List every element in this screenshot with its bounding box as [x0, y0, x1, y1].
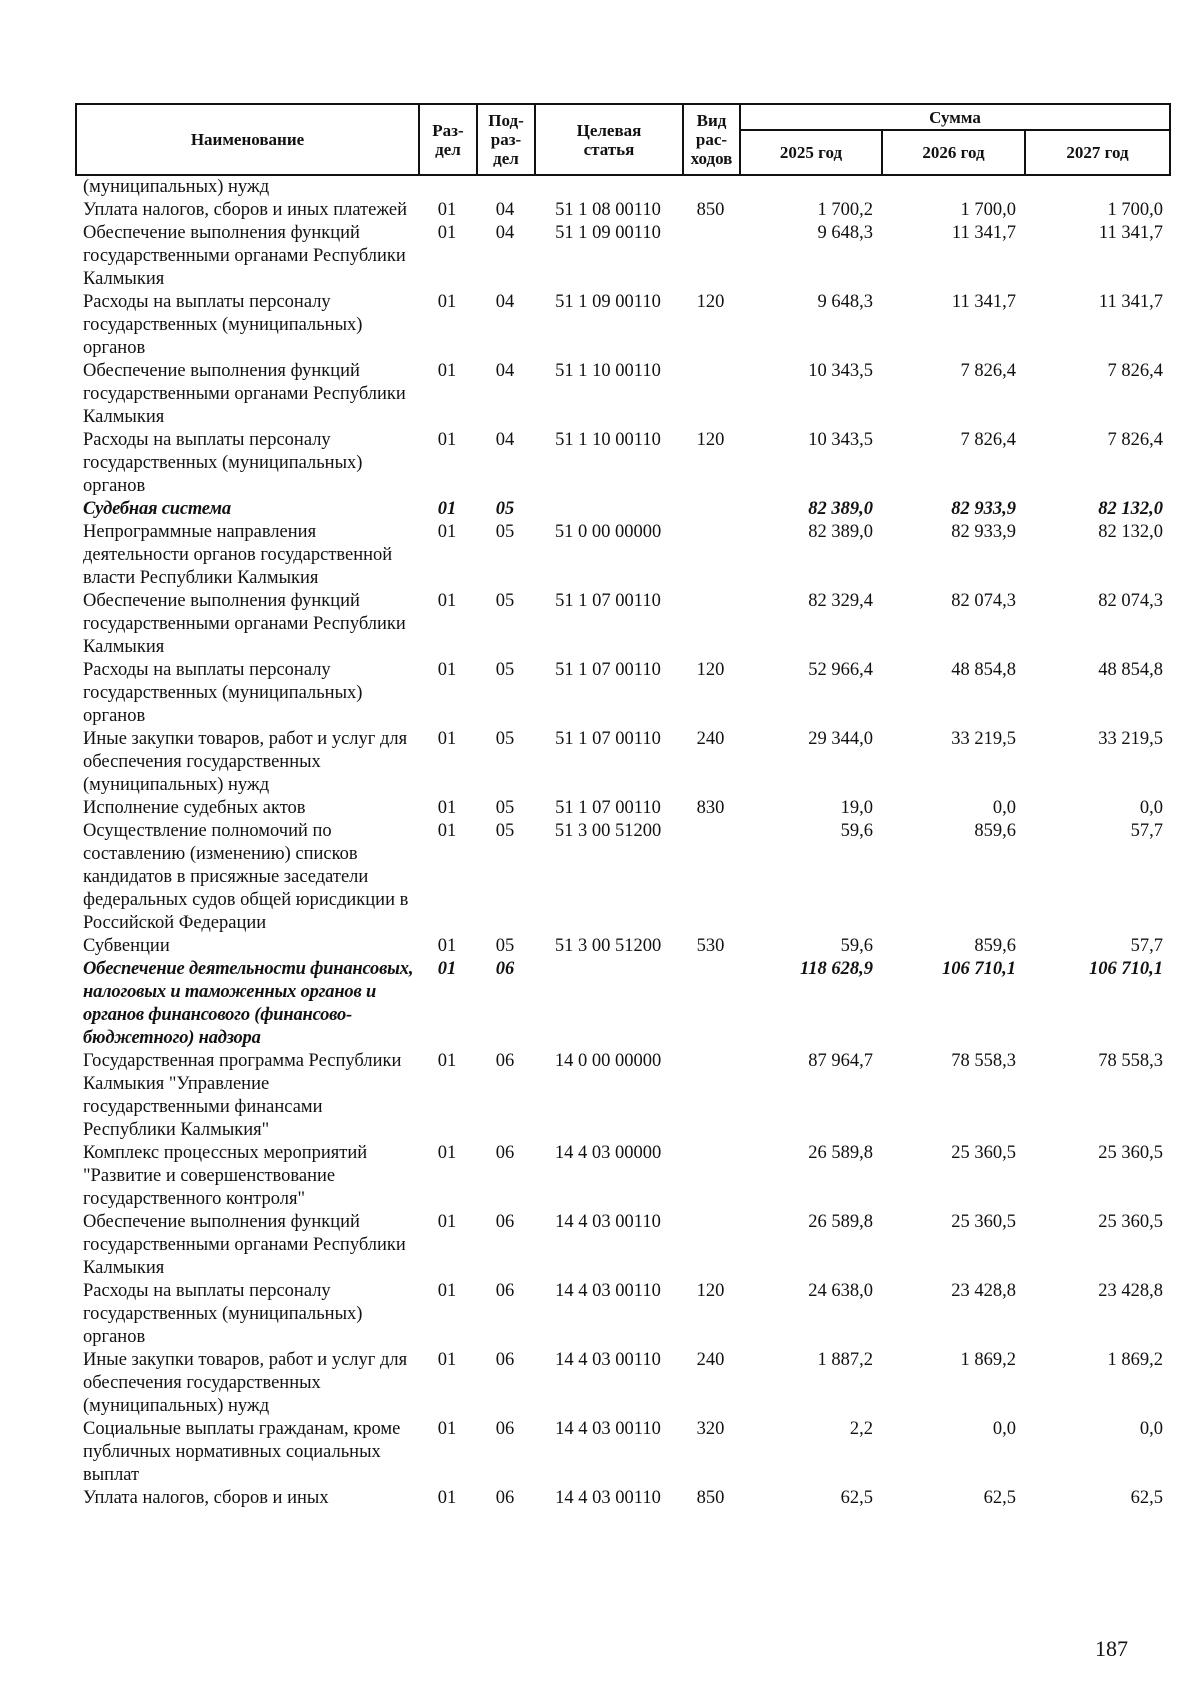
cell-razdel: 01: [437, 361, 457, 381]
cell-tselevaya: 14 4 03 00110: [555, 1212, 661, 1232]
cell-y2027: 48 854,8: [1098, 660, 1163, 680]
cell-podrazdel: 06: [495, 1281, 515, 1301]
cell-podrazdel: 04: [495, 223, 515, 243]
cell-y2026: [881, 176, 1024, 199]
cell-podrazdel: 05: [495, 522, 515, 542]
cell-vid: [682, 176, 739, 199]
cell-vid: [682, 1211, 739, 1280]
cell-name: Обеспечение выполнения функций государственными органами Республики Калмыкия: [83, 223, 406, 289]
cell-podrazdel: 06: [495, 1419, 515, 1439]
cell-vid: 240: [696, 1350, 725, 1370]
cell-razdel: 01: [437, 1051, 457, 1071]
cell-y2025: 26 589,8: [808, 1212, 873, 1232]
cell-y2027: 78 558,3: [1098, 1051, 1163, 1071]
header-summa: Сумма: [740, 104, 1170, 130]
cell-name: Обеспечение деятельности финансовых, налоговых и таможенных органов и органов финансового (финансово-бюджетного) надзора: [83, 959, 414, 1048]
cell-tselevaya: 51 0 00 00000: [554, 522, 662, 542]
cell-y2027: 62,5: [1130, 1488, 1163, 1508]
cell-podrazdel: 05: [495, 798, 515, 818]
cell-y2026: 78 558,3: [951, 1051, 1016, 1071]
cell-tselevaya: 14 4 03 00110: [555, 1350, 661, 1370]
cell-vid: [682, 958, 739, 1050]
cell-vid: [682, 1142, 739, 1211]
cell-tselevaya: [534, 498, 682, 521]
cell-name: Обеспечение выполнения функций государственными органами Республики Калмыкия: [83, 591, 406, 657]
cell-podrazdel: 06: [495, 1488, 515, 1508]
header-tselevaya: Целевая статья: [535, 104, 683, 175]
cell-y2025: 10 343,5: [808, 361, 873, 381]
cell-tselevaya: 14 0 00 00000: [554, 1051, 662, 1071]
cell-name: Уплата налогов, сборов и иных платежей: [83, 200, 408, 220]
table-body: [75, 176, 1169, 1510]
cell-y2027: 1 700,0: [1107, 200, 1163, 220]
budget-table: [75, 103, 1169, 1510]
cell-y2026: 11 341,7: [951, 292, 1016, 312]
header-podrazdel: Под- раз- дел: [477, 104, 535, 175]
header-2026: 2026 год: [882, 130, 1025, 175]
table-row: [75, 1050, 1169, 1142]
table-row: [75, 820, 1169, 935]
cell-y2027: 7 826,4: [1107, 430, 1163, 450]
cell-name: Расходы на выплаты персоналу государственных (муниципальных) органов: [83, 430, 363, 496]
cell-name: Обеспечение выполнения функций государственными органами Республики Калмыкия: [83, 1212, 406, 1278]
cell-name: Субвенции: [83, 936, 170, 956]
cell-vid: 830: [696, 798, 725, 818]
cell-y2025: 26 589,8: [808, 1143, 873, 1163]
cell-y2027: 82 074,3: [1098, 591, 1163, 611]
cell-tselevaya: 51 1 10 00110: [555, 430, 661, 450]
cell-tselevaya: 51 1 07 00110: [555, 660, 661, 680]
cell-y2026: 82 933,9: [951, 499, 1016, 519]
cell-y2027: 57,7: [1130, 936, 1163, 956]
cell-y2027: 25 360,5: [1098, 1143, 1163, 1163]
cell-y2025: 9 648,3: [817, 223, 873, 243]
cell-y2026: 82 074,3: [951, 591, 1016, 611]
cell-y2027: 82 132,0: [1098, 522, 1163, 542]
cell-y2025: 1 887,2: [817, 1350, 873, 1370]
cell-vid: [682, 1050, 739, 1142]
cell-vid: [682, 590, 739, 659]
header-2025: 2025 год: [740, 130, 882, 175]
cell-podrazdel: 05: [495, 821, 515, 841]
cell-y2025: 82 389,0: [808, 499, 873, 519]
cell-vid: 320: [696, 1419, 725, 1439]
cell-name: Судебная система: [83, 499, 231, 519]
cell-podrazdel: 05: [495, 729, 515, 749]
cell-y2025: 2,2: [849, 1419, 873, 1439]
cell-name: Государственная программа Республики Калмыкия "Управление государственными финансами Республики Калмыкия": [83, 1051, 402, 1140]
cell-podrazdel: 05: [495, 660, 515, 680]
cell-y2027: 33 219,5: [1098, 729, 1163, 749]
cell-razdel: 01: [437, 522, 457, 542]
cell-y2026: 0,0: [992, 798, 1016, 818]
cell-tselevaya: 51 1 07 00110: [555, 591, 661, 611]
cell-tselevaya: 51 1 07 00110: [555, 798, 661, 818]
cell-razdel: 01: [437, 729, 457, 749]
cell-podrazdel: 06: [495, 1051, 515, 1071]
cell-y2026: 0,0: [992, 1419, 1016, 1439]
table-row: [75, 291, 1169, 360]
cell-podrazdel: 05: [495, 936, 515, 956]
cell-y2026: 33 219,5: [951, 729, 1016, 749]
cell-y2027: 57,7: [1130, 821, 1163, 841]
cell-podrazdel: 05: [495, 499, 515, 519]
cell-y2025: [739, 176, 881, 199]
cell-tselevaya: 14 4 03 00110: [555, 1488, 661, 1508]
header-razdel: Раз- дел: [419, 104, 477, 175]
cell-vid: [682, 521, 739, 590]
cell-razdel: 01: [437, 1488, 457, 1508]
cell-razdel: 01: [437, 936, 457, 956]
cell-y2026: 25 360,5: [951, 1212, 1016, 1232]
cell-tselevaya: 51 1 09 00110: [555, 292, 661, 312]
cell-y2025: 29 344,0: [808, 729, 873, 749]
cell-y2026: 1 700,0: [960, 200, 1016, 220]
cell-y2026: 48 854,8: [951, 660, 1016, 680]
cell-y2027: 7 826,4: [1107, 361, 1163, 381]
table-row: [75, 360, 1169, 429]
cell-tselevaya: 51 1 09 00110: [555, 223, 661, 243]
cell-y2025: 118 628,9: [800, 959, 873, 979]
cell-razdel: 01: [437, 292, 457, 312]
cell-tselevaya: 51 1 07 00110: [555, 729, 661, 749]
cell-y2025: 9 648,3: [817, 292, 873, 312]
table-row: [75, 199, 1169, 222]
table-header: [75, 103, 1171, 176]
cell-name: Иные закупки товаров, работ и услуг для обеспечения государственных (муниципальных) нужд: [83, 1350, 408, 1416]
cell-y2025: 82 389,0: [808, 522, 873, 542]
cell-y2026: 23 428,8: [951, 1281, 1016, 1301]
cell-y2025: 87 964,7: [808, 1051, 873, 1071]
cell-y2027: 0,0: [1139, 1419, 1163, 1439]
table-row: [75, 797, 1169, 820]
cell-podrazdel: 06: [495, 1143, 515, 1163]
cell-podrazdel: 06: [495, 1212, 515, 1232]
cell-name: Осуществление полномочий по составлению (изменению) списков кандидатов в присяжные заседатели федеральных судов общей юрисдикции в Российской Федерации: [83, 821, 409, 933]
cell-name: Иные закупки товаров, работ и услуг для обеспечения государственных (муниципальных) нужд: [83, 729, 408, 795]
cell-podrazdel: 04: [495, 200, 515, 220]
table-row: [75, 498, 1169, 521]
cell-y2025: 62,5: [840, 1488, 873, 1508]
table-row: [75, 935, 1169, 958]
cell-y2025: 52 966,4: [808, 660, 873, 680]
cell-vid: 850: [696, 1488, 725, 1508]
cell-name: Расходы на выплаты персоналу государственных (муниципальных) органов: [83, 1281, 363, 1347]
cell-y2026: 62,5: [983, 1488, 1016, 1508]
cell-name: Обеспечение выполнения функций государственными органами Республики Калмыкия: [83, 361, 406, 427]
cell-y2026: 7 826,4: [960, 430, 1016, 450]
cell-y2027: 1 869,2: [1107, 1350, 1163, 1370]
cell-razdel: 01: [437, 1143, 457, 1163]
cell-y2025: 19,0: [840, 798, 873, 818]
cell-vid: 120: [696, 430, 725, 450]
cell-razdel: 01: [437, 660, 457, 680]
cell-y2026: 106 710,1: [942, 959, 1016, 979]
cell-tselevaya: [534, 176, 682, 199]
cell-y2027: 25 360,5: [1098, 1212, 1163, 1232]
cell-tselevaya: 51 3 00 51200: [554, 821, 662, 841]
cell-vid: [682, 820, 739, 935]
cell-razdel: 01: [437, 1350, 457, 1370]
cell-name: Исполнение судебных актов: [83, 798, 306, 818]
cell-vid: 850: [696, 200, 725, 220]
cell-vid: 240: [696, 729, 725, 749]
cell-y2026: 25 360,5: [951, 1143, 1016, 1163]
cell-podrazdel: 04: [495, 430, 515, 450]
table-row: [75, 1349, 1169, 1418]
cell-y2025: 82 329,4: [808, 591, 873, 611]
table-row: [75, 1142, 1169, 1211]
table-row: [75, 521, 1169, 590]
header-name: Наименование: [76, 104, 419, 175]
table-row: [75, 1418, 1169, 1487]
cell-y2026: 859,6: [974, 821, 1016, 841]
cell-razdel: 01: [437, 1212, 457, 1232]
cell-podrazdel: [476, 176, 534, 199]
cell-razdel: 01: [437, 200, 457, 220]
table-row: [75, 222, 1169, 291]
cell-podrazdel: 04: [495, 292, 515, 312]
cell-y2027: 82 132,0: [1098, 499, 1163, 519]
cell-y2026: 1 869,2: [960, 1350, 1016, 1370]
table-row: [75, 1487, 1169, 1510]
cell-tselevaya: 14 4 03 00110: [555, 1419, 661, 1439]
cell-y2026: 11 341,7: [951, 223, 1016, 243]
cell-y2026: 7 826,4: [960, 361, 1016, 381]
cell-tselevaya: 14 4 03 00110: [555, 1281, 661, 1301]
cell-y2025: 24 638,0: [808, 1281, 873, 1301]
cell-y2027: [1024, 176, 1169, 199]
table-row: [75, 728, 1169, 797]
header-vid: Вид рас- ходов: [683, 104, 740, 175]
cell-razdel: 01: [437, 499, 457, 519]
page-number: 187: [1095, 1636, 1128, 1661]
header-2027: 2027 год: [1025, 130, 1170, 175]
cell-razdel: 01: [437, 1419, 457, 1439]
cell-y2026: 82 933,9: [951, 522, 1016, 542]
cell-tselevaya: 51 1 10 00110: [555, 361, 661, 381]
cell-y2027: 11 341,7: [1098, 292, 1163, 312]
cell-name: Расходы на выплаты персоналу государственных (муниципальных) органов: [83, 292, 363, 358]
cell-tselevaya: 51 1 08 00110: [555, 200, 661, 220]
cell-name: (муниципальных) нужд: [83, 177, 270, 197]
table-row: [75, 958, 1169, 1050]
cell-tselevaya: [534, 958, 682, 1050]
cell-vid: 120: [696, 292, 725, 312]
cell-podrazdel: 04: [495, 361, 515, 381]
cell-vid: 120: [696, 1281, 725, 1301]
cell-vid: [682, 360, 739, 429]
cell-razdel: 01: [437, 1281, 457, 1301]
cell-razdel: 01: [437, 223, 457, 243]
cell-razdel: 01: [437, 959, 457, 979]
cell-vid: [682, 222, 739, 291]
cell-tselevaya: 14 4 03 00000: [554, 1143, 662, 1163]
cell-name: Расходы на выплаты персоналу государственных (муниципальных) органов: [83, 660, 363, 726]
cell-y2025: 10 343,5: [808, 430, 873, 450]
cell-y2027: 106 710,1: [1089, 959, 1163, 979]
table-row: [75, 1280, 1169, 1349]
cell-y2027: 0,0: [1139, 798, 1163, 818]
cell-podrazdel: 05: [495, 591, 515, 611]
cell-razdel: 01: [437, 821, 457, 841]
cell-razdel: 01: [437, 591, 457, 611]
cell-y2027: 11 341,7: [1098, 223, 1163, 243]
cell-name: Непрограммные направления деятельности органов государственной власти Республики Калмыкия: [83, 522, 393, 588]
table-row: [75, 1211, 1169, 1280]
cell-razdel: 01: [437, 798, 457, 818]
table-row: [75, 659, 1169, 728]
cell-vid: [682, 498, 739, 521]
cell-y2025: 59,6: [840, 936, 873, 956]
cell-name: Комплекс процессных мероприятий "Развитие и совершенствование государственного контроля": [83, 1143, 368, 1209]
cell-podrazdel: 06: [495, 1350, 515, 1370]
cell-y2027: 23 428,8: [1098, 1281, 1163, 1301]
cell-name: Социальные выплаты гражданам, кроме публичных нормативных социальных выплат: [83, 1419, 401, 1485]
cell-y2026: 859,6: [974, 936, 1016, 956]
cell-podrazdel: 06: [495, 959, 515, 979]
cell-vid: 530: [696, 936, 725, 956]
cell-vid: 120: [696, 660, 725, 680]
table-row: [75, 176, 1169, 199]
cell-y2025: 1 700,2: [817, 200, 873, 220]
table-row: [75, 429, 1169, 498]
cell-razdel: [418, 176, 476, 199]
table-row: [75, 590, 1169, 659]
cell-name: Уплата налогов, сборов и иных: [83, 1488, 329, 1508]
cell-y2025: 59,6: [840, 821, 873, 841]
cell-tselevaya: 51 3 00 51200: [554, 936, 662, 956]
cell-razdel: 01: [437, 430, 457, 450]
